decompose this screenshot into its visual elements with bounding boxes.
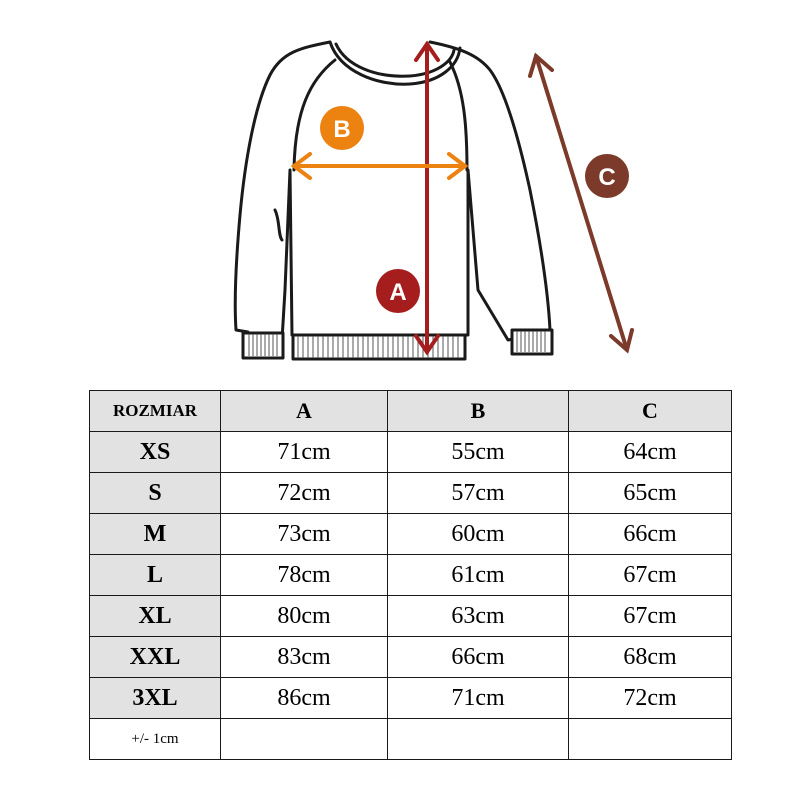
header-col-c: C	[569, 391, 732, 432]
value-c: 67cm	[569, 596, 732, 637]
value-a: 73cm	[221, 514, 388, 555]
value-b: 66cm	[388, 637, 569, 678]
value-b: 57cm	[388, 473, 569, 514]
value-a: 78cm	[221, 555, 388, 596]
svg-text:A: A	[389, 279, 407, 306]
value-a: 71cm	[221, 432, 388, 473]
header-col-a: A	[221, 391, 388, 432]
size-label: L	[90, 555, 221, 596]
arrow-c	[530, 56, 632, 350]
size-label: M	[90, 514, 221, 555]
table-row	[90, 637, 732, 678]
value-a: 83cm	[221, 637, 388, 678]
arrow-b	[294, 154, 465, 178]
tolerance-note: +/- 1cm	[90, 719, 221, 760]
value-b: 55cm	[388, 432, 569, 473]
badge-b	[320, 106, 364, 150]
table-row	[90, 514, 732, 555]
size-chart-table	[89, 390, 732, 760]
size-label: XXL	[90, 637, 221, 678]
header-size-label: ROZMIAR	[90, 391, 221, 432]
value-a: 72cm	[221, 473, 388, 514]
value-c: 64cm	[569, 432, 732, 473]
table-row	[90, 432, 732, 473]
empty-cell	[388, 719, 569, 760]
empty-cell	[221, 719, 388, 760]
tolerance-row	[90, 719, 732, 760]
value-a: 86cm	[221, 678, 388, 719]
size-label: S	[90, 473, 221, 514]
table-row	[90, 678, 732, 719]
value-c: 65cm	[569, 473, 732, 514]
size-label: 3XL	[90, 678, 221, 719]
value-a: 80cm	[221, 596, 388, 637]
table-row	[90, 473, 732, 514]
value-b: 63cm	[388, 596, 569, 637]
svg-text:C: C	[598, 164, 616, 191]
sweatshirt-diagram	[0, 0, 794, 380]
table-header-row	[90, 391, 732, 432]
table-row	[90, 596, 732, 637]
arrow-a	[416, 44, 438, 352]
size-label: XS	[90, 432, 221, 473]
value-c: 66cm	[569, 514, 732, 555]
value-b: 60cm	[388, 514, 569, 555]
value-c: 67cm	[569, 555, 732, 596]
value-c: 72cm	[569, 678, 732, 719]
size-label: XL	[90, 596, 221, 637]
value-b: 71cm	[388, 678, 569, 719]
svg-text:B: B	[333, 116, 351, 143]
empty-cell	[569, 719, 732, 760]
table-row	[90, 555, 732, 596]
value-c: 68cm	[569, 637, 732, 678]
badge-c	[585, 154, 629, 198]
value-b: 61cm	[388, 555, 569, 596]
badge-a	[376, 269, 420, 313]
header-col-b: B	[388, 391, 569, 432]
